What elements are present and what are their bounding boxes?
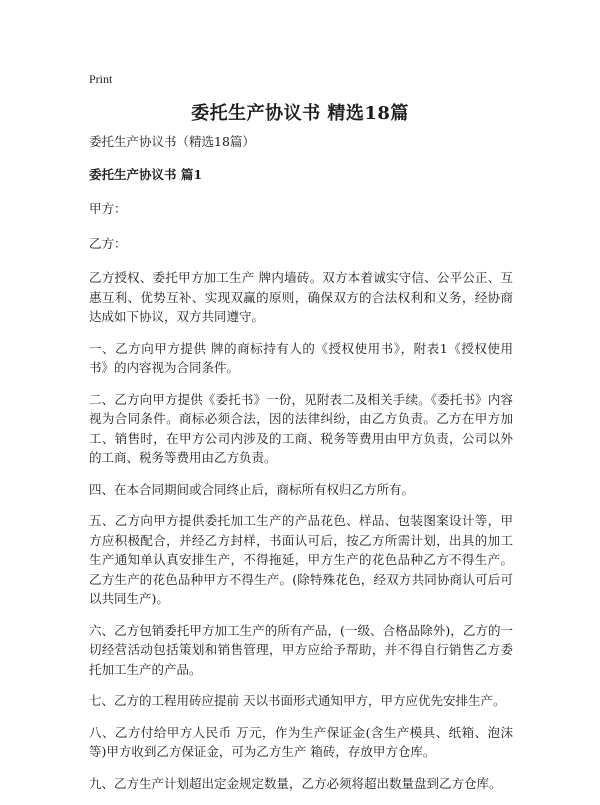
paragraph-clause-4: 四、在本合同期间或合同终止后，商标所有权归乙方所有。: [89, 481, 415, 497]
paragraph-clause-5: 五、乙方向甲方提供委托加工生产的产品花色、样品、包装图案设计等，甲方应积极配合，并经乙方封样，书面认可后，按乙方所需计划，出具的加工生产通知单认真安排生产，不得拖延，甲方生产的花色品种乙方不得生产。乙方生产的花色品种甲方不得生产。(除特殊花色，经双方共同协商认可后可以共同生产)。: [89, 513, 513, 606]
page-title: 委托生产协议书 精选18篇: [191, 103, 409, 124]
party-a-line: 甲方：: [89, 201, 127, 216]
party-b-line: 乙方：: [89, 235, 127, 251]
paragraph-clause-6: 六、乙方包销委托甲方加工生产的所有产品，(一级、合格品除外)，乙方的一切经营活动包括策划和销售管理，甲方应给予帮助，并不得自行销售乙方委托加工生产的产品。: [89, 622, 513, 677]
paragraph-clause-7: 七、乙方的工程用砖应提前 天以书面形式通知甲方，甲方应优先安排生产。: [89, 693, 506, 708]
print-link[interactable]: Print: [89, 72, 113, 86]
paragraph-clause-8: 八、乙方付给甲方人民币 万元，作为生产保证金(含生产模具、纸箱、泡沫等)甲方收到乙方保证金，可为乙方生产 箱砖，存放甲方仓库。: [89, 724, 513, 759]
paragraph-clause-1: 一、乙方向甲方提供 牌的商标持有人的《授权使用书》，附表1《授权使用书》的内容视为合同条件。: [89, 340, 513, 375]
document-subtitle: 委托生产协议书（精选18篇）: [89, 134, 255, 149]
section-heading: 委托生产协议书 篇1: [89, 166, 203, 182]
document-body: [89, 132, 513, 805]
paragraph-clause-2: 二、乙方向甲方提供《委托书》一份，见附表二及相关手续。《委托书》内容视为合同条件。商标必须合法，因的法律纠纷，由乙方负责。乙方在甲方加工、销售时，在甲方公司内涉及的工商、税务等费用由甲方负责，公司以外的工商、税务等费用由乙方负责。: [89, 391, 513, 465]
paragraph-clause-9: 九、乙方生产计划超出定金规定数量，乙方必须将超出数量盘到乙方仓库。: [89, 775, 502, 791]
paragraph-intro: 乙方授权、委托甲方加工生产 牌内墙砖。双方本着诚实守信、公平公正、互惠互利、优势互补、实现双赢的原则，确保双方的合法权利和义务，经协商达成如下协议，双方共同遵守。: [89, 270, 513, 324]
